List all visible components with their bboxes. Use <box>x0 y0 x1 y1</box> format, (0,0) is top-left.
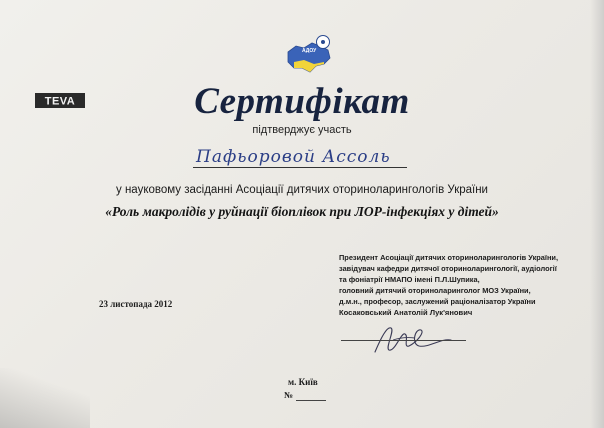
certificate-subtitle: підтверджує участь <box>252 124 352 136</box>
city-label: м. Київ <box>288 377 318 387</box>
signer-name: Косаковський Анатолій Лук'янович <box>339 308 473 317</box>
certificate-title: Сертифікат <box>194 81 410 122</box>
signer-position-line: та фоніатрії НМАПО імені П.Л.Шупика, <box>339 275 480 284</box>
certificate-number-line <box>296 400 326 401</box>
meeting-topic: «Роль макролідів у руйнації біоплівок при ЛОР-інфекціях у дітей» <box>105 204 499 219</box>
signer-position-line: головний дитячий оториноларинголог МОЗ України, <box>339 286 531 295</box>
signer-position-line: Президент Асоціації дитячих оториноларингологів України, <box>339 253 559 262</box>
signer-position-line: д.м.н., професор, заслужений раціоналізатор України <box>339 297 536 306</box>
signer-block <box>339 252 594 318</box>
svg-text:АДОУ: АДОУ <box>302 48 317 54</box>
certificate-number-label: № <box>284 390 294 400</box>
signature-line <box>341 340 466 341</box>
certificate-date: 23 листопада 2012 <box>99 299 173 309</box>
svg-text:TEVA: TEVA <box>44 95 76 108</box>
meeting-description: у науковому засіданні Асоціації дитячих оториноларингологів України <box>116 184 488 196</box>
association-map-emblem-icon <box>282 34 334 78</box>
signer-position-line: завідувач кафедри дитячої оториноларингології, аудіології <box>339 264 557 273</box>
recipient-underline <box>193 167 407 168</box>
recipient-name: Пафьоровой Ассоль <box>196 147 391 167</box>
handwritten-signature-icon <box>355 318 475 358</box>
photo-shadow <box>0 368 90 428</box>
